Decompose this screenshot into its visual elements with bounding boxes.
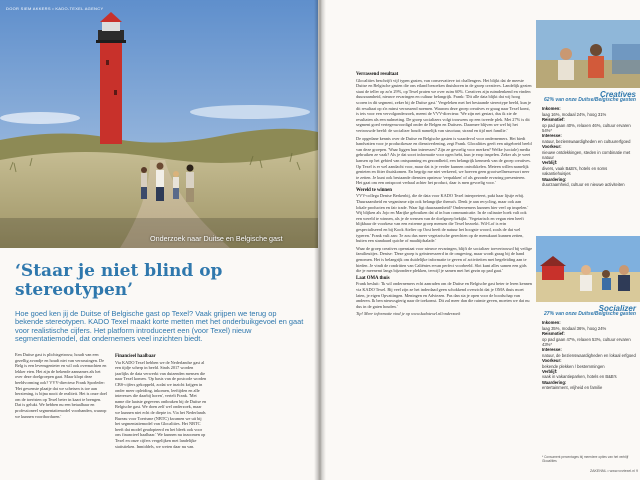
persona-row: Verblijf: vaak in vakantieparken, hotels en B&B's [542, 369, 617, 380]
sidebar-footnote: * Consument percentages bij meerdere opties van het verblijf Glocalities [542, 455, 629, 463]
persona-row: Interesse: natuur, de bezienswaardigheden en lokaal erfgoed [542, 347, 636, 358]
body-paragraph: Glocalities beschrijft vijf typen gasten, van conservatieve tot challengers. Het blijkt dat de meeste Duitse en Belgische gasten die ons eiland bezoeken thuishoren in de groep creatives. Landelijk gezien staat de teller op zo'n 29%, op Texel praten we over ruim 60%. Creatives zijn ruimdenkend en vinden duurzaamheid, nieuwe ervaringen en cultuur belangrijk. Frank: 'Dit alle data blijkt dat wij hoog scoren in dit segment, zeker bij de Duitse gast.' Vergeleken met het bestaande stereotype beeld, kun je dit resultaat op z'n minst verrassend noemen. Waarom deze groep creatives er graag naar Texel komt, is iets voor een vervolgonderzoek, meent de VVV-directeur. 'We zijn net gestart, dus ik zie de resultaten als een nulmeting. De groep socializers volgt trouwens op een tweede plek. Met 27% is dit segment goed vertegenwoordigd onder de Belgen en Duitsers. Daarmee blijven we wel bij het vertrouwde beeld: de socializer houdt namelijk van structuur, strand en tijd met familie.' [356, 77, 532, 133]
section-heading: Financieel haalbaar [115, 354, 156, 359]
persona-row: Verblijf: divers, vaak B&B's, hotels en soms vakantiehuisjes [542, 160, 608, 177]
body-paragraph: Waar de groep creatives openstaat voor nieuwe ervaringen, blijft de socializer toevertrouwd bij veilige familieuitjes. Denise: 'Deze groep is geïnteresseerd in de omgeving, maar wordt graag bij de hand genomen. Het is belangrijk om duidelijke informatie te geven of activiteiten met begeleiding aan te bieden. Je vindt de rondritten van Caliëntes ervan perfect voorbeeld. Slot kunt alles samen een gids die je meenemt langs bijzondere plekken, terwijl je samen met het gezin op pad gaat.' [356, 245, 532, 274]
left-column-2 [115, 352, 207, 472]
body-paragraph: VVV-collega Denise Berkenbij, die de data voor KADO Texel interpreteert, pakt haar lijstje erbij. 'Duurzaamheid en veganisme zijn ook belangrijke thema's. Denk je aan recycling, maar ook aan lokale producten en fair trade. Waar ligt duurzaamheid? Ondernemers kunnen hier veel op inspelen.' Wij blijken als Jojo en Marijke gebruiken dat al in hun communicatie. In de culinaire hoek valt ook een wereld te winnen, als je de wensen van de doelgroep bekijkt. 'Vegetarisch en vegan eten heeft blijkbaar de voorkeur van een extreme groep mensen die Texel bezoekt. Wil-Lof is erin gespecialiseerd en bij Kook Atelier op Oost heeft de natuur het hoogste woord, zoals de dat wel typeren.' Frank vult aan: 'Je zou dus meer vegetarische gerechten op de menukaart kunnen zetten, buiten een standaard quiche of maaltijdsalade.' [356, 193, 529, 244]
spine-shadow [314, 0, 326, 480]
persona-row: Interesse: natuur, bezienswaardigheden en cultuurerfgoed [542, 133, 631, 144]
socializer-box [542, 306, 636, 391]
persona-row: Waardering: entertainment, vrijheid en familie [542, 379, 603, 391]
section-heading: Wereld te winnen [356, 187, 392, 193]
persona-row: Reismotief: op pad gaan 47%, relaxen 53%, cultuur ervaren 43%* [542, 331, 631, 348]
persona-row: Waardering: duurzaamheid, cultuur en nieuwe activiteiten [542, 176, 625, 188]
left-page [0, 0, 318, 480]
persona-row: Inkomen: laag 16%, modaal 24%, hoog 31% [542, 106, 607, 117]
section-heading: Laat OMA thuis [356, 275, 390, 281]
lighthouse-photo [0, 0, 318, 248]
persona-row: Voorkeur: nieuwe ontdekkingen, steden in combinatie met natuur [542, 144, 631, 161]
body-paragraph: Een Duitse gast is plichtsgetrouw, houdt van een gezellig avondje en houdt niet van verrassingen. De Belg is een levensgenieter en wil ook overnachten en lekker eten. Het zijn de bekende aannames als het over deze doelgroepen gaat. Maar klopt deze beeldvorming ook? VVV-directeur Frank Sporleder: 'Het gewenste plaatje dat we schetsen is toe aan herziening, is bijna nooit de realiteit. Het is onze doel om de toeristen op Texel beter in kaart te brengen. Dat is gelukt. We hebben nu een betaalbaar en professioneel segmentatiemodel voorhanden, waarop we kunnen voortborduren.' [15, 352, 107, 419]
creatives-subtitle: 62% van onze Duitse/Belgische gasten [544, 97, 636, 104]
page-footer: ZAKENNL • www.vvvtexel.nl 9 [589, 469, 638, 473]
socializer-title: Socializer [598, 304, 636, 313]
photo-caption: Onderzoek naar Duitse en Belgische gast [150, 234, 283, 243]
right-main-column [356, 70, 532, 470]
creatives-photo-illustration [536, 20, 640, 88]
lighthouse-icon [96, 12, 126, 144]
article-intro: Hoe goed ken jij de Duitse of Belgische gast op Texel? Vaak grijpen we terug op bekende stereotypen. KADO Texel maakt korte metten met het onderbuikgevoel en gaat voor realistische cijfers. Het platform introduceert een (voor Texel) nieuw segmentatiemodel, dat ondernemers veel inzichten biedt. [15, 309, 304, 344]
lighthouse-photo-illustration [0, 0, 318, 248]
section-heading: Verrassend resultaat [356, 72, 399, 77]
creatives-title: Creatives [599, 90, 636, 99]
creatives-photo [536, 20, 640, 88]
persona-sidebar [536, 0, 640, 480]
tip-line: Tip! Meer informatie vind je op www.kadotexel.nl/onderzoek [356, 311, 461, 317]
persona-row: Inkomen: laag 35%, modaal 36%, hoog 24% [542, 320, 607, 331]
body-paragraph: De opgedane kennis over de Duitse en Belgische gasten is waardevol voor ondernemers. Het biedt handvatten voor je productkeuze en dienstverlening, zegt Frank. Glocalities geeft een uitgebreid beeld van deze groepen. 'Waar liggen hun interesses? Zijn ze gevoelig voor merken? Welke (sociale) media gebruiken ze vaak? Als je dat soort informatie voor ogen hebt, kun je erop inspelen. Zeker als je weet kansen op het gebied van ontspanning en gezondheid, een belangrijk kenmerk van de groep creatives. Op Texel is er wel aandacht voor, maar dat is je verder kunnen ontwikkelen. Meteen willen namelijk genieten en fitter thuiskomen. En begrijp me niet verkeerd, we hoeven geen grootwellnessresort neer te zetten. Je kunt ook bestaande diensten opnieuw 'verpakken' of als gezonde ervaring presenteren. Het gaat om een ontspoort verhaal achter het product, daar is men gevoelig voor.' [356, 135, 532, 186]
body-paragraph: Frank besluit: 'Ik wil ondernemers echt aanraden om de Duitse en Belgische gast beter te leren kennen via KADO Texel. Bij veel zijn ze het inderdaad geen schokkend overzicht dat je OMA thuis moet laten, je eigen Opvattingen. Meningen en Adviezen. Pas dan sta je open voor de boodschap van anderen. Ik ben nieuwsgierig naar de toekomst. Dit zal meer dan die ruimte geven, moeten we dat nu dus in de gaten houden.' [356, 281, 532, 309]
page-kicker: DOOR SIEM AKKERS • KADO-TEXEL AGENCY [6, 6, 104, 11]
socializer-photo [536, 236, 640, 302]
right-page [322, 0, 640, 480]
article-headline: ‘Staar je niet blind op stereotypen’ [15, 261, 223, 300]
persona-row: Reismotief: op pad gaan 40%, relaxen 46%, cultuur ervaren 54%* [542, 117, 631, 134]
left-column-1 [15, 352, 107, 472]
body-paragraph: Via KADO Texel hebben we de Nederlandse gast al een tijdje scherp in beeld. Sinds 2017 worden jaarlijks de data verwerkt van duizenden mensen die naar Texel komen. 'Op basis van de postcode worden CBS-cijfers gekoppeld, zodat we inzicht krijgen in onder meer opleiding, inkomen, leeftijden en alle interesses die daarbij horen', vertelt Frank. 'Met name die laatste gegevens ontbraken bij de Duitse en Belgische gast. We doen zelf wel onderzoek, maar we kunnen niet echt de diepte in. Via het Nederlands Bureau voor Toerisme (NBTC) kwamen we uit bij het segmentatiemodel van Glocalities. Het NBTC heeft dat model geadopteerd en het bleek ook voor ons financieel haalbaar.' We kunnen nu inzoomen op Texel en onze cijfers vergelijken met landelijke statistieken. Inmiddels, we weten daar nu van. [115, 359, 207, 449]
socializer-subtitle: 27% van onze Duitse/Belgische gasten [544, 311, 636, 318]
persona-row: Voorkeur: bekende plekken / bestemmingen [542, 358, 605, 369]
creatives-box [542, 92, 636, 188]
socializer-photo-illustration [536, 236, 640, 302]
